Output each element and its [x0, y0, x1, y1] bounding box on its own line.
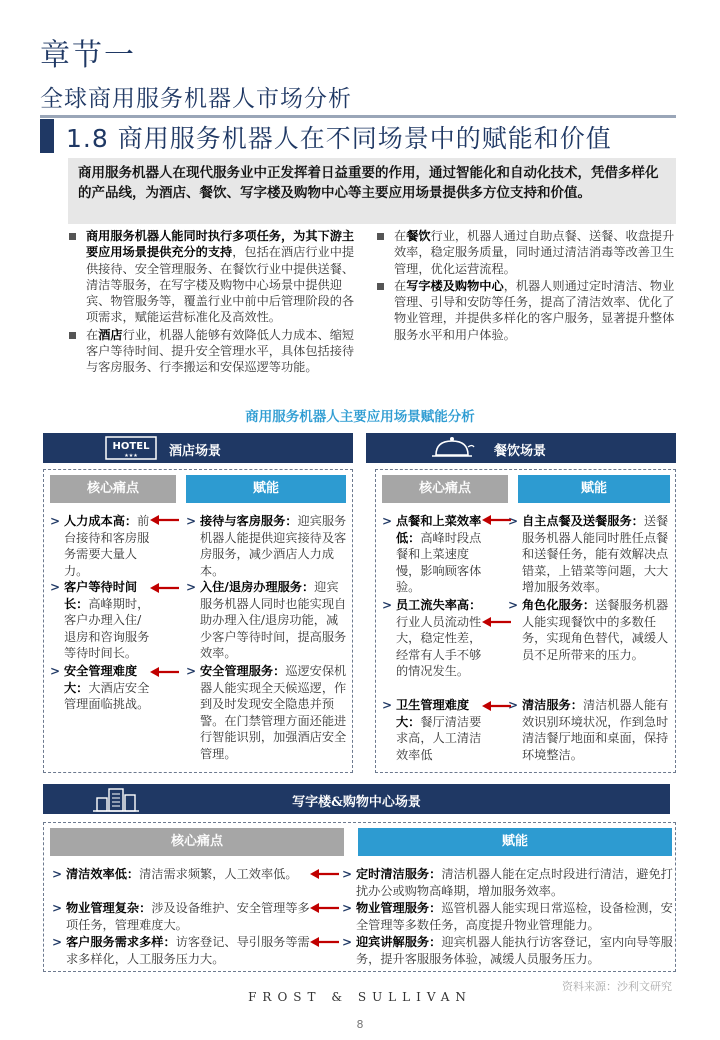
- pain-bold: 客户服务需求多样：: [66, 935, 176, 949]
- arrow-left-icon: [150, 515, 180, 525]
- arrow-left-icon: [310, 869, 340, 879]
- chevron-right-icon: >: [186, 514, 197, 528]
- bullet-prefix: 在: [394, 278, 407, 293]
- pain-item: [50, 579, 153, 663]
- arrow-left-icon: [150, 583, 180, 593]
- brand-logo-text: FROST & SULLIVAN: [248, 990, 472, 1004]
- pain-bold: 点餐和上菜效率低：: [396, 514, 482, 545]
- bullet-text: 行业，机器人能够有效降低人力成本、缩短客户等待时间、提升安全管理水平，具体包括接待与客房服务、行李搬运和安保巡逻等功能。: [86, 327, 355, 375]
- restaurant-scenario-title: 餐饮场景: [494, 444, 547, 459]
- enable-bold: 定时清洁服务：: [356, 867, 442, 881]
- enable-text: 巡管机器人能实现日常巡检，设备检测，安全管理等多数任务，高度提升物业管理能力。: [356, 901, 673, 932]
- hotel-sign-icon: [105, 436, 157, 460]
- bullet-item: [376, 278, 676, 343]
- square-bullet-icon: [69, 233, 76, 240]
- pain-text: 行业人员流动性大，稳定性差，经常有人手不够的情况发生。: [396, 614, 482, 679]
- bullet-prefix: 在: [86, 327, 99, 342]
- bullet-bold: 商用服务机器人能同时执行多项任务，为其下游主要应用场景提供充分的支持: [86, 229, 355, 260]
- hotel-sign-stars: ★★★: [124, 453, 138, 459]
- enable-bold: 清洁服务：: [522, 698, 583, 712]
- enable-item: [508, 597, 672, 697]
- bullet-text: ，包括在酒店行业中提供接待、安全管理服务、在餐饮行业中提供送餐、清洁等服务，在写字楼及购物中心场景中提供迎宾、物管服务等，覆盖行业中前中后管理阶段的各项需求，赋能运营标准化及高效性。: [86, 245, 355, 325]
- enable-bold: 接待与客房服务：: [200, 514, 298, 528]
- pain-item: [52, 900, 310, 934]
- enable-item: [186, 513, 348, 579]
- pain-item: [382, 513, 486, 597]
- arrow-left-icon: [482, 515, 512, 525]
- chevron-right-icon: >: [382, 514, 393, 528]
- enable-item: [342, 866, 674, 900]
- hotel-enable-list: [186, 513, 348, 763]
- hotel-scenario-title: 酒店场景: [169, 444, 222, 459]
- chevron-right-icon: >: [52, 901, 63, 915]
- pain-item: [382, 697, 486, 763]
- enable-item: [186, 579, 348, 663]
- hotel-scenario-header: [43, 433, 353, 463]
- arrow-left-icon: [150, 667, 180, 677]
- chevron-right-icon: >: [508, 698, 519, 712]
- enable-text: 巡逻安保机器人能实现全天候巡逻，作到及时发现安全隐患并预警。在门禁管理方面还能进行智能识别，加强酒店安全管理。: [200, 664, 347, 761]
- enable-bold: 迎宾讲解服务：: [356, 935, 442, 949]
- enable-bold: 物业管理服务：: [356, 901, 442, 915]
- bullet-bold: 酒店: [98, 327, 123, 342]
- bullet-text: ，机器人则通过定时清洁、物业管理、引导和安防等任务，提高了清洁效率、优化了物业管理，并提供多样化的客户服务，显著提升整体服务水平和用户体验。: [394, 278, 675, 342]
- restaurant-scenario-header: [366, 433, 676, 463]
- chevron-right-icon: >: [186, 664, 197, 678]
- pain-item: [50, 663, 153, 713]
- pain-bold: 卫生管理难度大：: [396, 698, 470, 729]
- bullets-left: [68, 228, 366, 377]
- enable-bold: 入住/退房办理服务：: [200, 580, 315, 594]
- chevron-right-icon: >: [52, 935, 63, 949]
- bullets-right: [376, 228, 676, 344]
- office-pain-header: 核心痛点: [50, 828, 344, 856]
- arrow-left-icon: [310, 937, 340, 947]
- hotel-enable-header: 赋能: [186, 475, 346, 503]
- chevron-right-icon: >: [52, 867, 63, 881]
- pain-item: [382, 597, 486, 697]
- pain-item: [52, 934, 310, 967]
- pain-text: 涉及设备维护、安全管理等多项任务，管理难度大。: [66, 901, 310, 932]
- pain-bold: 安全管理难度大：: [64, 664, 138, 695]
- office-enable-header: 赋能: [358, 828, 672, 856]
- bullet-bold: 餐饮: [406, 229, 431, 243]
- enable-item: [342, 900, 674, 934]
- office-scenario-title: 写字楼&购物中心场景: [292, 795, 421, 810]
- pain-bold: 人力成本高：: [64, 514, 138, 528]
- chevron-right-icon: >: [382, 698, 393, 712]
- pain-bold: 员工流失率高：: [396, 598, 482, 612]
- chevron-right-icon: >: [186, 580, 197, 594]
- enable-item: [342, 934, 674, 967]
- office-pain-list: [52, 866, 310, 967]
- chevron-right-icon: >: [508, 514, 519, 528]
- chevron-right-icon: >: [50, 580, 61, 594]
- enable-item: [508, 513, 672, 597]
- enable-bold: 角色化服务：: [522, 598, 596, 612]
- enable-bold: 安全管理服务：: [200, 664, 286, 678]
- bullet-text: 行业，机器人通过自助点餐、送餐、收盘提升效率，稳定服务质量，同时通过清洁消毒等改善卫生管理，优化运营流程。: [394, 229, 675, 276]
- bullet-prefix: 在: [394, 229, 407, 243]
- enable-item: [508, 697, 672, 763]
- pain-bold: 物业管理复杂：: [66, 901, 152, 915]
- source-note: 资料来源：沙利文研究: [562, 980, 672, 993]
- pain-text: 高峰时段点餐和上菜速度慢，影响顾客体验。: [396, 530, 482, 595]
- chevron-right-icon: >: [342, 935, 353, 949]
- restaurant-enable-list: [508, 513, 672, 763]
- pain-text: 高峰期时，客户办理入住/退房和咨询服务等待时间长。: [64, 596, 150, 661]
- pain-text: 前台接待和客房服务需要大量人力。: [64, 514, 150, 578]
- restaurant-pain-list: [382, 513, 486, 763]
- chevron-right-icon: >: [342, 867, 353, 881]
- intro-summary: 商用服务机器人在现代服务业中正发挥着日益重要的作用，通过智能化和自动化技术，凭借多样化的产品线，为酒店、餐饮、写字楼及购物中心等主要应用场景提供多方位支持和价值。: [68, 158, 676, 224]
- chevron-right-icon: >: [382, 598, 393, 612]
- diagram-title: 商用服务机器人主要应用场景赋能分析: [245, 409, 475, 425]
- pain-text: 清洁需求频繁，人工效率低。: [139, 867, 298, 881]
- enable-text: 清洁机器人能有效识别环境状况，作到急时清洁餐厅地面和桌面，保持环境整洁。: [522, 698, 669, 762]
- enable-bold: 自主点餐及送餐服务：: [522, 514, 644, 528]
- chapter-subtitle: 全球商用服务机器人市场分析: [40, 86, 352, 112]
- page-number: 8: [356, 1018, 364, 1031]
- pain-text: 大酒店安全管理面临挑战。: [64, 680, 150, 712]
- enable-text: 送餐服务机器人能同时胜任点餐和送餐任务，能有效解决点错菜，上错菜等问题，大大增加服务效率。: [522, 514, 669, 595]
- pain-bold: 清洁效率低：: [66, 867, 140, 881]
- enable-text: 迎宾服务机器人同时也能实现自助办理入住/退房功能，减少客户等待时间，提高服务效率。: [200, 580, 347, 661]
- pain-text: 访客登记、导引服务等需求多样化，人工服务压力大。: [66, 935, 310, 966]
- bullet-item: [376, 228, 676, 277]
- arrow-left-icon: [482, 617, 512, 627]
- enable-text: 清洁机器人能在定点时段进行清洁，避免打扰办公或购物高峰期，增加服务效率。: [356, 867, 673, 898]
- hotel-pain-header: 核心痛点: [50, 475, 176, 503]
- cloche-dish-icon: [428, 435, 476, 461]
- restaurant-enable-header: 赋能: [518, 475, 670, 503]
- arrow-left-icon: [310, 903, 340, 913]
- enable-text: 送餐服务机器人能实现餐饮中的多数任务，实现角色替代，减缓人员不足所带来的压力。: [522, 598, 669, 662]
- hotel-sign-text: HOTEL: [112, 441, 150, 452]
- hotel-pain-list: [50, 513, 153, 713]
- chevron-right-icon: >: [342, 901, 353, 915]
- square-bullet-icon: [69, 332, 76, 339]
- pain-text: 餐厅清洁要求高，人工清洁效率低: [396, 714, 482, 762]
- pain-item: [50, 513, 153, 579]
- section-marker: [40, 119, 54, 153]
- section-title: 1.8 商用服务机器人在不同场景中的赋能和价值: [66, 124, 612, 153]
- enable-item: [186, 663, 348, 763]
- restaurant-pain-header: 核心痛点: [382, 475, 508, 503]
- chevron-right-icon: >: [50, 664, 61, 678]
- office-scenario-header: [43, 784, 670, 814]
- office-enable-list: [342, 866, 674, 967]
- chevron-right-icon: >: [508, 598, 519, 612]
- bullet-item: [68, 327, 366, 376]
- pain-item: [52, 866, 310, 900]
- enable-text: 迎宾服务机器人能提供迎宾接待及客房服务，减少酒店人力成本。: [200, 514, 347, 578]
- header-divider: [40, 115, 676, 118]
- chevron-right-icon: >: [50, 514, 61, 528]
- enable-text: 迎宾机器人能执行访客登记，室内向导等服务，提升客服服务体验，减缓人员服务压力。: [356, 935, 673, 966]
- square-bullet-icon: [377, 233, 384, 240]
- pain-bold: 客户等待时间长：: [64, 580, 138, 611]
- bullet-bold: 写字楼及购物中心: [406, 278, 504, 293]
- arrow-left-icon: [482, 701, 512, 711]
- chapter-label: 章节一: [40, 38, 136, 73]
- bullet-item: [68, 228, 366, 326]
- square-bullet-icon: [377, 283, 384, 290]
